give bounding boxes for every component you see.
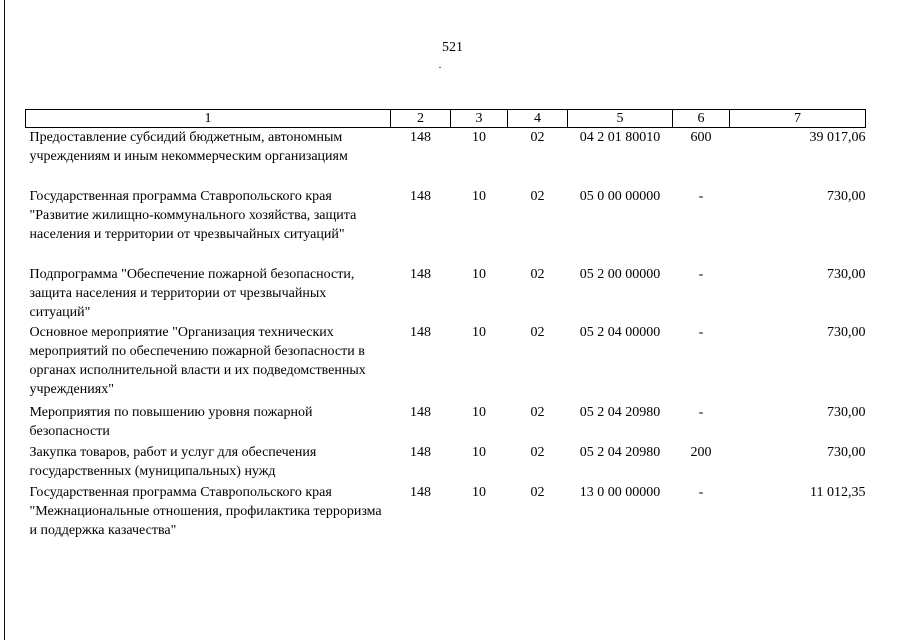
row-section: 10 [472, 484, 486, 500]
row-subsection: 02 [530, 188, 545, 204]
row-subsection: 02 [530, 266, 545, 282]
row-ministry-code: 148 [410, 404, 431, 420]
row-expense-type: 600 [690, 130, 712, 145]
row-name: Закупка товаров, работ и услуг для обеспечения государственных (муниципальных) нужд [29, 444, 317, 479]
row-target-article: 05 2 04 20980 [579, 444, 661, 460]
row-ministry-code: 148 [410, 130, 431, 145]
header-col-1: 1 [26, 110, 391, 128]
row-name: Подпрограмма "Обеспечение пожарной безопасности, защита населения и территории от чрезвычайных ситуаций" [29, 266, 355, 320]
budget-table [25, 109, 866, 543]
table-row [26, 128, 866, 187]
row-ministry-code: 148 [410, 266, 431, 282]
row-ministry-code: 148 [410, 324, 431, 340]
table-row [26, 265, 866, 323]
row-expense-type: - [698, 404, 704, 420]
table-row [26, 403, 866, 443]
row-amount: 730,00 [827, 266, 866, 282]
header-col-7: 7 [730, 110, 866, 128]
row-name: Предоставление субсидий бюджетным, автономным учреждениям и иным некоммерческим организациям [29, 130, 348, 164]
row-name: Основное мероприятие "Организация технических мероприятий по обеспечению пожарной безопасности в органах исполнительной власти и их подведомственных учреждениях" [29, 324, 366, 397]
row-expense-type: - [698, 188, 704, 204]
row-section: 10 [472, 188, 486, 204]
row-subsection: 02 [530, 444, 545, 460]
header-col-3: 3 [451, 110, 508, 128]
row-target-article: 04 2 01 80010 [579, 130, 661, 145]
row-section: 10 [472, 404, 486, 420]
row-amount: 730,00 [827, 188, 866, 204]
row-subsection: 02 [530, 404, 545, 420]
row-section: 10 [472, 324, 486, 340]
header-col-2: 2 [391, 110, 451, 128]
row-section: 10 [472, 130, 486, 145]
row-target-article: 05 2 00 00000 [579, 266, 661, 282]
table-row [26, 443, 866, 483]
row-subsection: 02 [530, 484, 545, 500]
row-amount: 730,00 [827, 404, 866, 420]
header-col-4: 4 [508, 110, 568, 128]
row-target-article: 05 2 04 20980 [579, 404, 661, 420]
row-amount: 11 012,35 [810, 484, 866, 500]
row-section: 10 [472, 444, 486, 460]
row-expense-type: - [698, 266, 704, 282]
table-header-row [26, 110, 866, 128]
row-name: Государственная программа Ставропольского края "Развитие жилищно-коммунального хозяйства, защита населения и территории от чрезвычайных ситуаций" [29, 188, 357, 242]
row-amount: 730,00 [827, 324, 866, 340]
row-expense-type: 200 [690, 444, 712, 460]
table-row [26, 483, 866, 543]
row-ministry-code: 148 [410, 484, 431, 500]
row-name: Мероприятия по повышению уровня пожарной безопасности [29, 404, 313, 439]
row-name: Государственная программа Ставропольского края "Межнациональные отношения, профилактика терроризма и поддержка казачества" [29, 484, 382, 538]
row-expense-type: - [698, 324, 704, 340]
row-amount: 730,00 [827, 444, 866, 460]
row-target-article: 05 0 00 00000 [579, 188, 661, 204]
row-expense-type: - [698, 484, 704, 500]
row-ministry-code: 148 [410, 444, 431, 460]
header-col-5: 5 [568, 110, 673, 128]
table-row [26, 187, 866, 265]
row-target-article: 13 0 00 00000 [579, 484, 661, 500]
table-row [26, 323, 866, 403]
row-ministry-code: 148 [410, 188, 431, 204]
row-subsection: 02 [530, 324, 545, 340]
row-target-article: 05 2 04 00000 [579, 324, 661, 340]
page-edge-line [4, 0, 5, 640]
page-number: 521 [442, 40, 463, 55]
row-subsection: 02 [530, 130, 545, 145]
row-section: 10 [472, 266, 486, 282]
row-amount: 39 017,06 [809, 130, 866, 145]
header-col-6: 6 [673, 110, 730, 128]
scan-speck [439, 67, 441, 68]
